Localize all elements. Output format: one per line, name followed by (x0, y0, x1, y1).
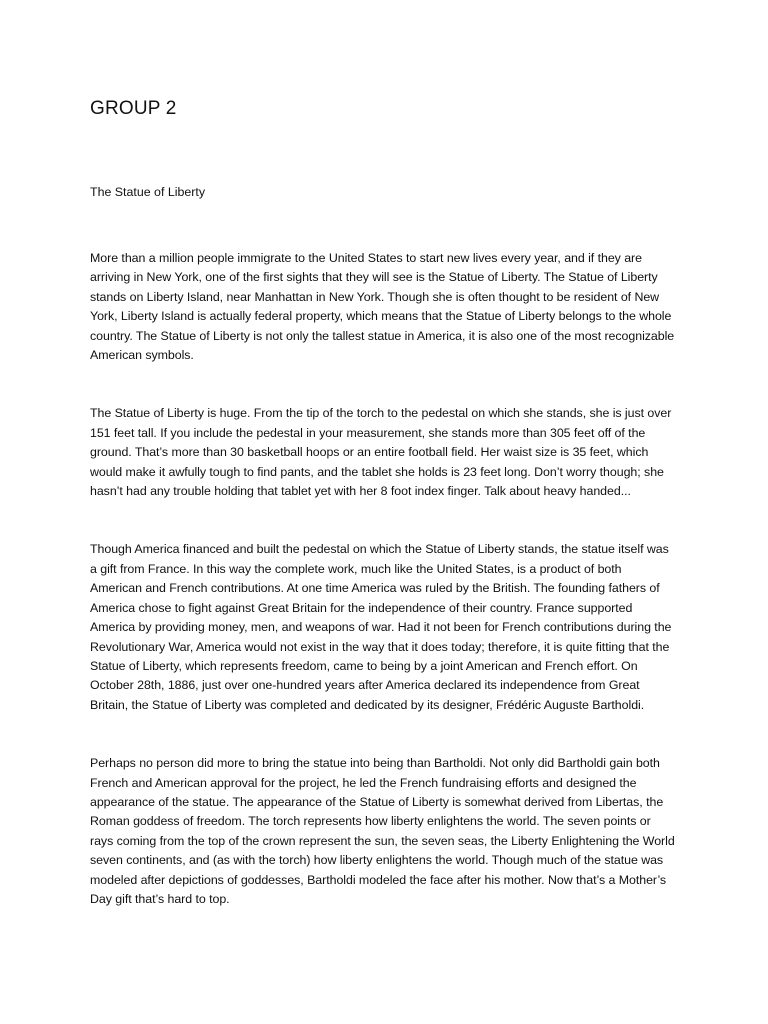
paragraph-1: More than a million people immigrate to the United States to start new lives every year, and if they are arriving in New York, one of the first sights that they will see is the Statue of Liberty. The Statue of Liberty stands on Liberty Island, near Manhattan in New York. Though she is often thought to be resident of New York, Liberty Island is actually federal property, which means that the Statue of Liberty belongs to the whole country. The Statue of Liberty is not only the tallest statue in America, it is also one of the most recognizable American symbols. (90, 251, 675, 363)
paragraph-3: Though America financed and built the pedestal on which the Statue of Liberty stands, the statue itself was a gift from France. In this way the complete work, much like the United States, is a product of both American and French contributions. At one time America was ruled by the British. The founding fathers of America chose to fight against Great Britain for the independence of their country. France supported America by providing money, men, and weapons of war. Had it not been for French contributions during the Revolutionary War, America would not exist in the way that it does today; therefore, it is quite fitting that the Statue of Liberty, which represents freedom, came to being by a joint American and French effort. On October 28th, 1886, just over one-hundred years after America declared its independence from Great Britain, the Statue of Liberty was completed and dedicated by its designer, Frédéric Auguste Bartholdi. (90, 542, 672, 712)
paragraph-4: Perhaps no person did more to bring the statue into being than Bartholdi. Not only did Bartholdi gain both French and American approval for the project, he led the French fundraising efforts and designed the appearance of the statue. The appearance of the Statue of Liberty is somewhat derived from Libertas, the Roman goddess of freedom. The torch represents how liberty enlightens the world. The seven points or rays coming from the top of the crown represent the sun, the seven seas, the Liberty Enlightening the World seven continents, and (as with the torch) how liberty enlightens the world. Though much of the statue was modeled after depictions of goddesses, Bartholdi modeled the face after his mother. Now that’s a Mother’s Day gift that’s hard to top. (90, 756, 675, 906)
document-title: The Statue of Liberty (90, 185, 206, 199)
paragraph-2: The Statue of Liberty is huge. From the tip of the torch to the pedestal on which she stands, she is just over 151 feet tall. If you include the pedestal in your measurement, she stands more than 305 feet off of the ground. That’s more than 30 basketball hoops or an entire football field. Her waist size is 35 feet, which would make it awfully tough to find pants, and the tablet she holds is 23 feet long. Don’t worry though; she hasn’t had any trouble holding that tablet yet with her 8 foot index finger. Talk about heavy handed... (90, 406, 672, 499)
group-heading: GROUP 2 (90, 98, 177, 119)
